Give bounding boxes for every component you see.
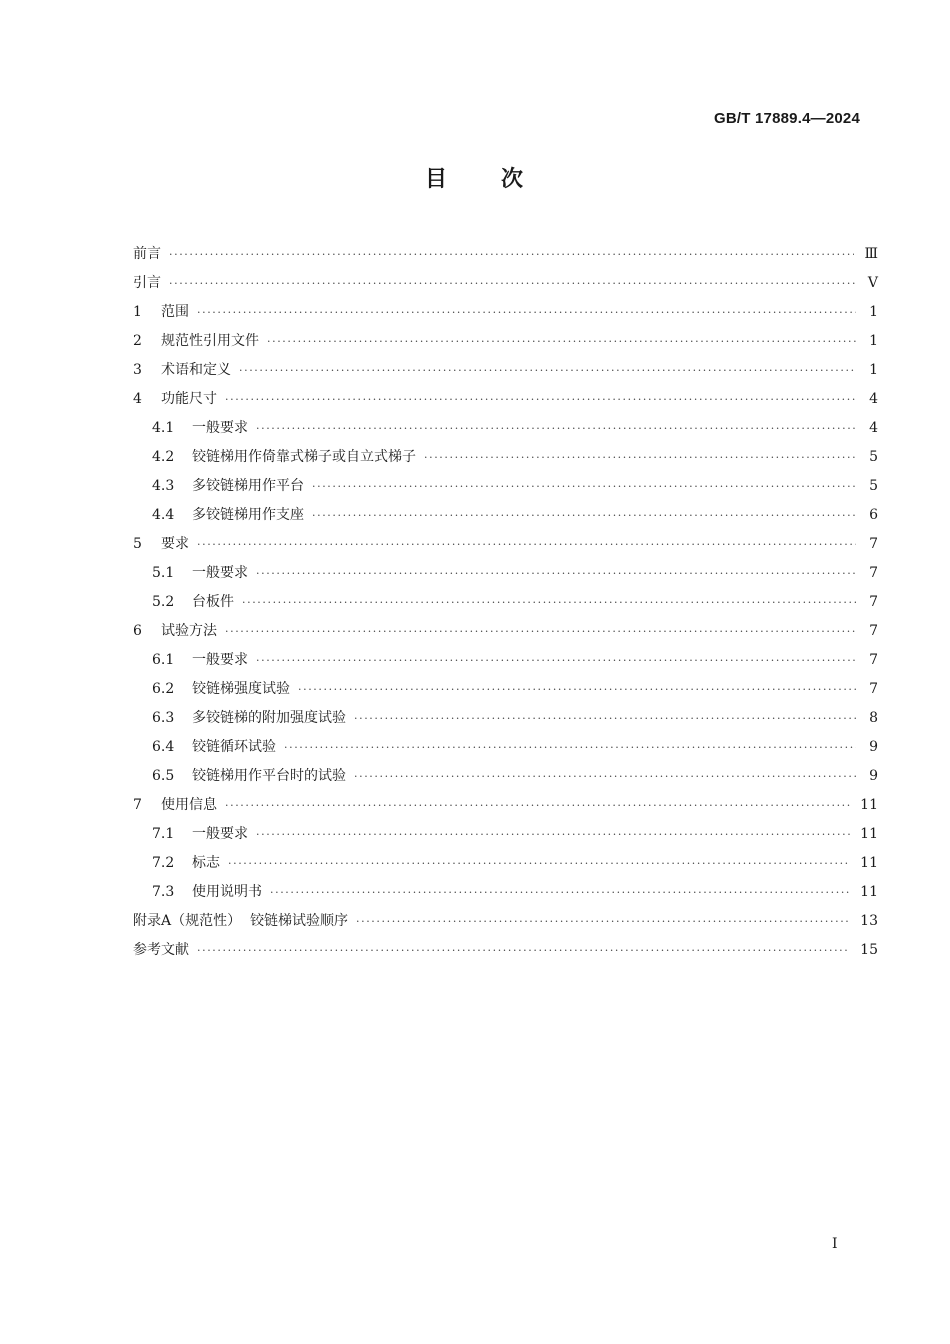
toc-entry-page: 1 <box>869 333 878 349</box>
toc-entry-label: 一般要求 <box>192 652 248 668</box>
dot-leader <box>267 327 856 356</box>
dot-leader <box>256 414 856 443</box>
toc-entry-page: 9 <box>869 739 878 755</box>
toc-entry-page: 11 <box>860 826 878 842</box>
toc-entry-page: 11 <box>860 884 878 900</box>
toc-entry-page: 7 <box>869 623 878 639</box>
dot-leader <box>424 443 856 472</box>
dot-leader <box>312 501 856 530</box>
toc-entry[interactable] <box>133 675 878 704</box>
toc-entry-label: 术语和定义 <box>161 362 231 378</box>
toc-entry[interactable] <box>133 791 878 820</box>
toc-entry-number: 4.1 <box>152 420 175 436</box>
toc-entry-label: 使用信息 <box>161 797 217 813</box>
toc-entry[interactable] <box>133 269 878 298</box>
toc-entry-label: 试验方法 <box>161 623 217 639</box>
dot-leader <box>169 269 856 298</box>
dot-leader <box>312 472 856 501</box>
toc-entry-label: 标志 <box>192 855 220 871</box>
toc-entry[interactable] <box>133 588 878 617</box>
toc-entry-label: 规范性引用文件 <box>161 333 259 349</box>
toc-entry-page: 6 <box>869 507 878 523</box>
dot-leader <box>225 791 850 820</box>
dot-leader <box>256 646 856 675</box>
toc-entry-page: 7 <box>869 565 878 581</box>
toc-entry-label: 多铰链梯用作平台 <box>192 478 304 494</box>
toc-entry-label: 台板件 <box>192 594 234 610</box>
toc-entry[interactable] <box>133 617 878 646</box>
toc-entry-number: 4 <box>133 391 142 407</box>
toc-entry-label: 引言 <box>133 275 161 291</box>
dot-leader <box>197 936 850 965</box>
toc-entry-number: 5.2 <box>152 594 175 610</box>
toc-entry[interactable] <box>133 472 878 501</box>
dot-leader <box>270 878 850 907</box>
dot-leader <box>354 704 856 733</box>
toc-entry-label: 铰链梯用作平台时的试验 <box>192 768 346 784</box>
title-char-left: 目 <box>424 167 449 192</box>
toc-entry-page: 5 <box>869 449 878 465</box>
toc-entry-label: 一般要求 <box>192 420 248 436</box>
standard-code: GB/T 17889.4—2024 <box>714 110 860 127</box>
toc-entry[interactable] <box>133 298 878 327</box>
page-number: Ⅰ <box>832 1236 838 1252</box>
dot-leader <box>242 588 856 617</box>
toc-entry-page: 13 <box>860 913 878 929</box>
dot-leader <box>197 530 856 559</box>
toc-entry-page: Ⅴ <box>867 275 878 291</box>
toc-entry[interactable] <box>133 820 878 849</box>
toc-entry-page: 4 <box>869 420 878 436</box>
toc-entry-number: 2 <box>133 333 142 349</box>
toc-entry-label: 铰链梯强度试验 <box>192 681 290 697</box>
toc-entry-page: 8 <box>869 710 878 726</box>
dot-leader <box>225 617 856 646</box>
toc-entry-label: 铰链循环试验 <box>192 739 276 755</box>
toc-entry[interactable] <box>133 936 878 965</box>
toc-entry-page: 11 <box>860 797 878 813</box>
table-of-contents <box>133 240 878 965</box>
toc-entry[interactable] <box>133 907 878 936</box>
dot-leader <box>298 675 856 704</box>
toc-entry-number: 4.4 <box>152 507 175 523</box>
dot-leader <box>225 385 856 414</box>
toc-entry-number: 6.1 <box>152 652 175 668</box>
toc-entry-number: 7 <box>133 797 142 813</box>
dot-leader <box>284 733 856 762</box>
toc-entry[interactable] <box>133 878 878 907</box>
toc-entry[interactable] <box>133 385 878 414</box>
dot-leader <box>256 559 856 588</box>
toc-entry-label: 附录A（规范性） 铰链梯试验顺序 <box>133 913 349 929</box>
toc-entry-number: 7.1 <box>152 826 175 842</box>
toc-entry-number: 5 <box>133 536 142 552</box>
toc-entry[interactable] <box>133 327 878 356</box>
toc-entry[interactable] <box>133 240 878 269</box>
toc-entry-page: 5 <box>869 478 878 494</box>
toc-entry[interactable] <box>133 501 878 530</box>
title-char-right: 次 <box>501 167 526 192</box>
toc-entry-page: 7 <box>869 681 878 697</box>
toc-entry-page: Ⅲ <box>864 246 878 262</box>
toc-entry-number: 3 <box>133 362 142 378</box>
toc-entry-label: 前言 <box>133 246 161 262</box>
toc-entry-number: 1 <box>133 304 142 320</box>
toc-entry-label: 参考文献 <box>133 942 189 958</box>
toc-entry-label: 多铰链梯的附加强度试验 <box>192 710 346 726</box>
toc-entry[interactable] <box>133 646 878 675</box>
toc-entry[interactable] <box>133 443 878 472</box>
toc-entry[interactable] <box>133 356 878 385</box>
toc-entry-label: 范围 <box>161 304 189 320</box>
page-title <box>0 162 950 193</box>
toc-entry[interactable] <box>133 704 878 733</box>
toc-entry-label: 一般要求 <box>192 826 248 842</box>
toc-entry-page: 1 <box>869 304 878 320</box>
toc-entry-page: 4 <box>869 391 878 407</box>
toc-entry-page: 7 <box>869 652 878 668</box>
dot-leader <box>354 762 856 791</box>
toc-entry-label: 功能尺寸 <box>161 391 217 407</box>
toc-entry-number: 6.4 <box>152 739 175 755</box>
toc-entry-number: 5.1 <box>152 565 175 581</box>
toc-entry-page: 7 <box>869 594 878 610</box>
toc-entry-label: 要求 <box>161 536 189 552</box>
toc-entry-label: 使用说明书 <box>192 884 262 900</box>
dot-leader <box>356 907 850 936</box>
toc-entry[interactable] <box>133 733 878 762</box>
toc-entry-page: 9 <box>869 768 878 784</box>
toc-entry-page: 15 <box>860 942 878 958</box>
toc-entry-number: 6 <box>133 623 142 639</box>
toc-entry-label: 铰链梯用作倚靠式梯子或自立式梯子 <box>192 449 416 465</box>
toc-entry[interactable] <box>133 559 878 588</box>
toc-entry-number: 7.2 <box>152 855 175 871</box>
toc-entry-number: 4.2 <box>152 449 175 465</box>
toc-entry-number: 6.2 <box>152 681 175 697</box>
toc-entry-page: 11 <box>860 855 878 871</box>
toc-entry-number: 7.3 <box>152 884 175 900</box>
dot-leader <box>197 298 856 327</box>
dot-leader <box>228 849 850 878</box>
toc-entry-page: 1 <box>869 362 878 378</box>
dot-leader <box>239 356 856 385</box>
toc-entry[interactable] <box>133 530 878 559</box>
toc-entry-number: 6.5 <box>152 768 175 784</box>
dot-leader <box>169 240 854 269</box>
toc-entry[interactable] <box>133 414 878 443</box>
dot-leader <box>256 820 850 849</box>
toc-entry[interactable] <box>133 849 878 878</box>
toc-entry-page: 7 <box>869 536 878 552</box>
toc-entry[interactable] <box>133 762 878 791</box>
toc-entry-label: 多铰链梯用作支座 <box>192 507 304 523</box>
toc-entry-number: 6.3 <box>152 710 175 726</box>
toc-entry-number: 4.3 <box>152 478 175 494</box>
toc-entry-label: 一般要求 <box>192 565 248 581</box>
